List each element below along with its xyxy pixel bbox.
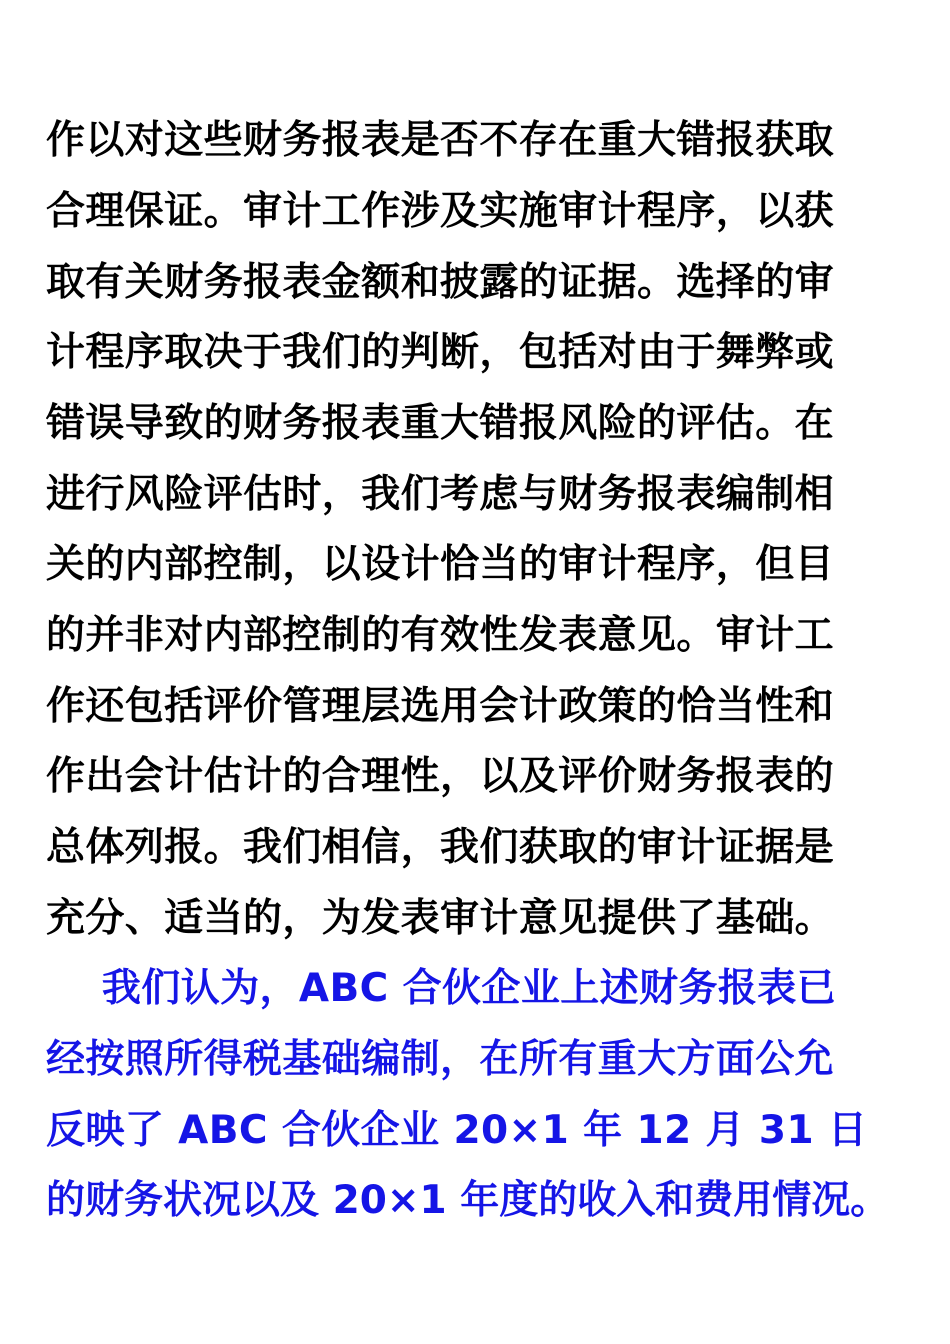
- text-line: 错误导致的财务报表重大错报风险的评估。在: [46, 401, 835, 446]
- text-line: 反映了 ABC 合伙企业 20×1 年 12 月 31 日: [46, 1108, 868, 1153]
- text-line: 合理保证。审计工作涉及实施审计程序，以获: [46, 189, 835, 234]
- text-line: 作出会计估计的合理性，以及评价财务报表的: [46, 754, 835, 799]
- text-line: 作以对这些财务报表是否不存在重大错报获取: [46, 118, 835, 163]
- text-line: 进行风险评估时，我们考虑与财务报表编制相: [46, 472, 835, 517]
- text-line: 取有关财务报表金额和披露的证据。选择的审: [46, 260, 835, 305]
- text-line: 经按照所得税基础编制，在所有重大方面公允: [46, 1037, 835, 1082]
- text-line: 的财务状况以及 20×1 年度的收入和费用情况。: [46, 1178, 890, 1223]
- text-line: 总体列报。我们相信，我们获取的审计证据是: [46, 825, 835, 870]
- text-line: 的并非对内部控制的有效性发表意见。审计工: [46, 613, 835, 658]
- text-line: 计程序取决于我们的判断，包括对由于舞弊或: [46, 330, 835, 375]
- text-line: 我们认为，ABC 合伙企业上述财务报表已: [46, 966, 837, 1011]
- text-line: 关的内部控制，以设计恰当的审计程序，但目: [46, 542, 835, 587]
- text-line: 作还包括评价管理层选用会计政策的恰当性和: [46, 684, 835, 729]
- text-line: 充分、适当的，为发表审计意见提供了基础。: [46, 896, 835, 941]
